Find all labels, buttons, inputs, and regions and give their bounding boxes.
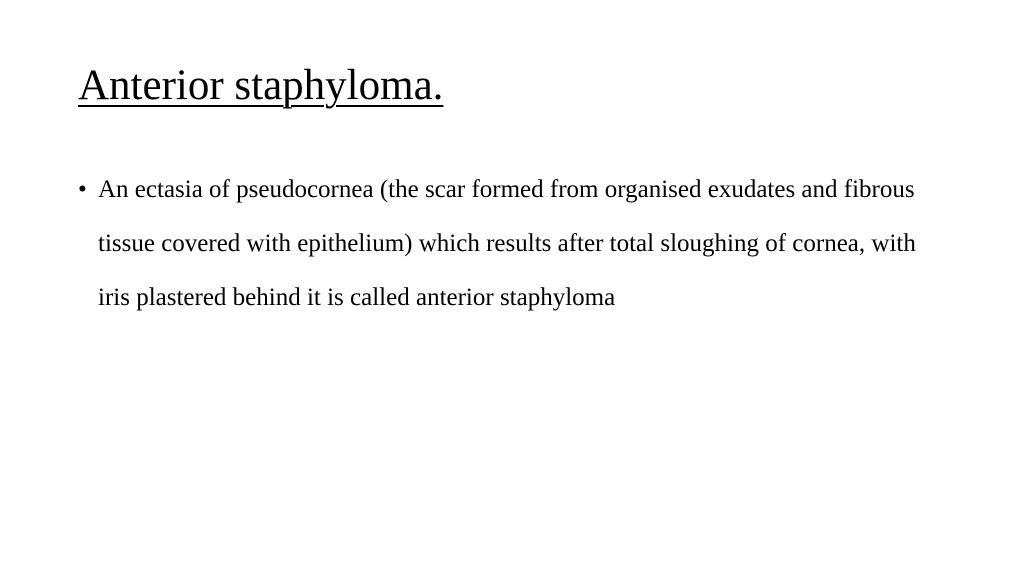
- bullet-text: An ectasia of pseudocornea (the scar formed from organised exudates and fibrous tissue covered with epithelium) which results after total sloughing of cornea, with iris plastered behind it is called anterior staphyloma: [98, 176, 916, 311]
- bullet-marker: •: [78, 176, 87, 203]
- bullet-item: [78, 163, 948, 325]
- bullet-list: [78, 163, 948, 325]
- slide-title: Anterior staphyloma.: [78, 62, 444, 109]
